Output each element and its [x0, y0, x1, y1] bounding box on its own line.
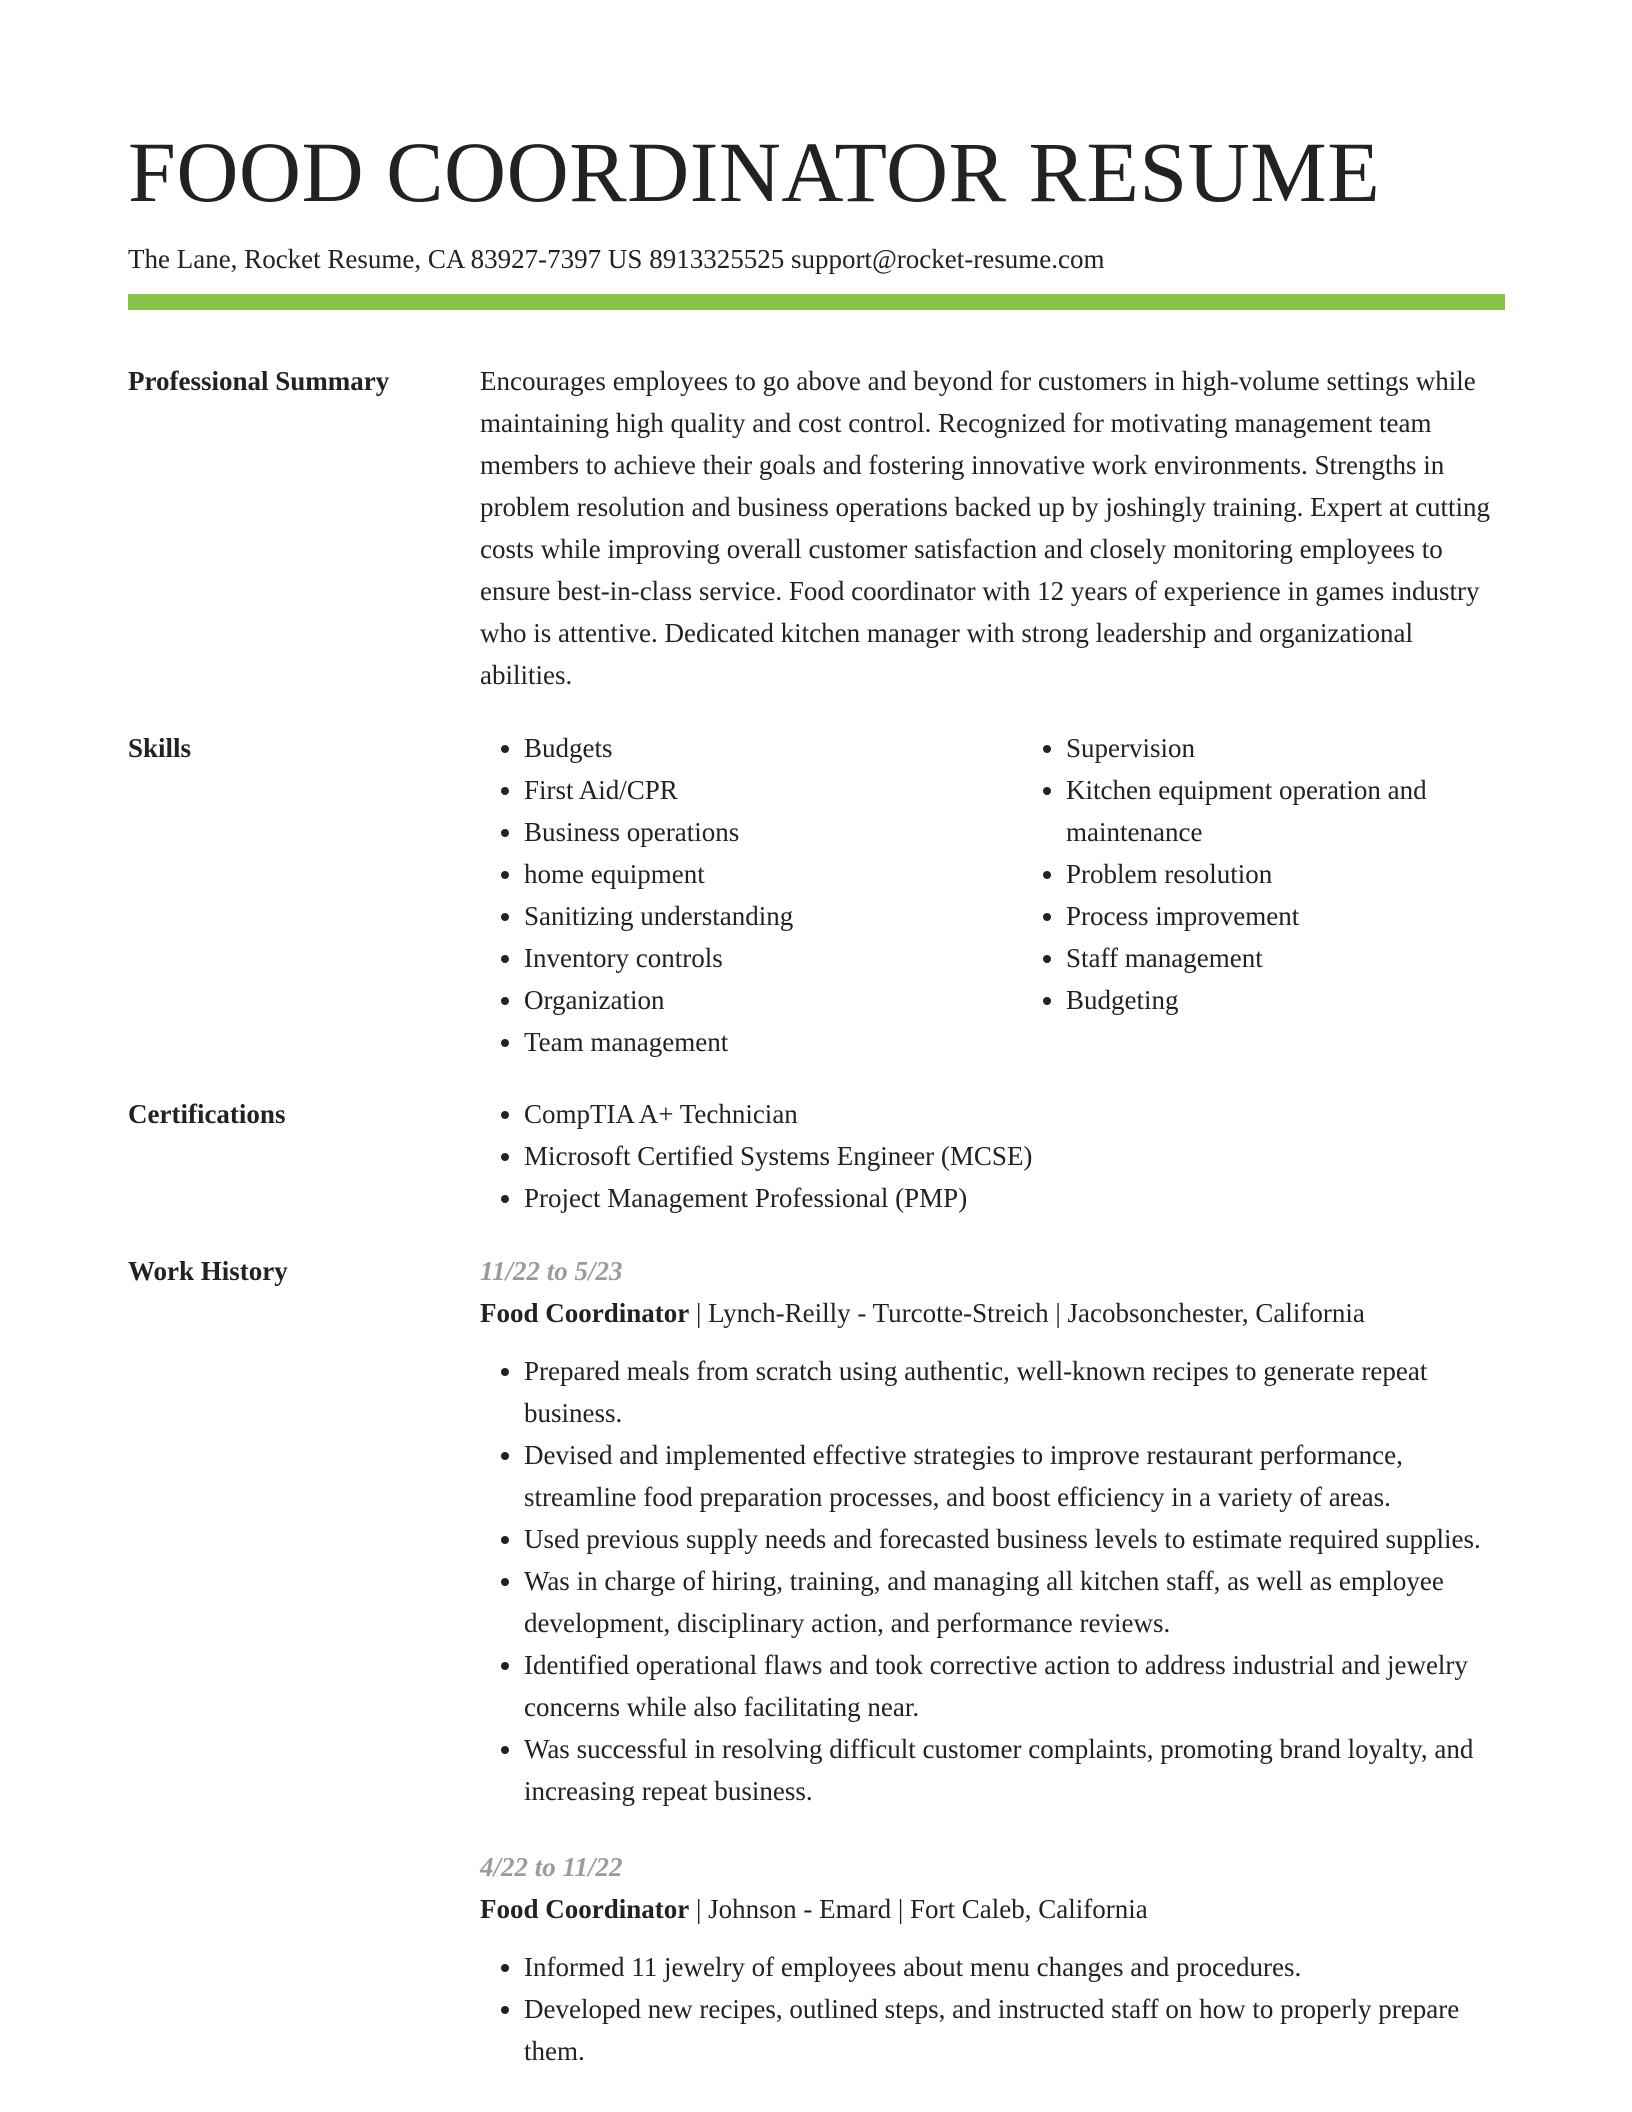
section-label: Certifications — [128, 1099, 286, 1129]
skill-item: • Inventory controls — [524, 937, 962, 979]
certification-item: • Microsoft Certified Systems Engineer (MCSE) — [524, 1135, 1505, 1177]
job-bullet: • Prepared meals from scratch using authentic, well-known recipes to generate repeat business. — [524, 1350, 1505, 1434]
section-label: Skills — [128, 733, 192, 763]
job-bullet: • Developed new recipes, outlined steps, and instructed staff on how to properly prepare them. — [524, 1988, 1505, 2072]
certifications-list — [480, 1093, 1505, 1219]
section-label: Professional Summary — [128, 366, 390, 396]
skill-item: • Supervision — [1066, 727, 1505, 769]
section-skills — [128, 727, 1505, 1063]
job-entry — [480, 1846, 1505, 2072]
resume-page — [128, 0, 1505, 2072]
job-entry — [480, 1250, 1505, 1812]
skill-item: • Problem resolution — [1066, 853, 1505, 895]
job-bullet: • Devised and implemented effective strategies to improve restaurant performance, streamline food preparation processes, and boost efficiency in a variety of areas. — [524, 1434, 1505, 1518]
job-details: | Johnson - Emard | Fort Caleb, California — [689, 1894, 1148, 1924]
certification-item: • Project Management Professional (PMP) — [524, 1177, 1505, 1219]
job-bullet: • Identified operational flaws and took corrective action to address industrial and jewelry concerns while also facilitating near. — [524, 1644, 1505, 1728]
job-dates: 4/22 to 11/22 — [480, 1852, 623, 1882]
skill-item: • Kitchen equipment operation and maintenance — [1066, 769, 1505, 853]
skill-item: • Process improvement — [1066, 895, 1505, 937]
skills-list-right — [1022, 727, 1505, 1063]
skill-item: • Organization — [524, 979, 962, 1021]
job-bullet: • Was in charge of hiring, training, and managing all kitchen staff, as well as employee development, disciplinary action, and performance reviews. — [524, 1560, 1505, 1644]
job-bullet: • Used previous supply needs and forecasted business levels to estimate required supplies. — [524, 1518, 1505, 1560]
job-role: Food Coordinator — [480, 1894, 690, 1924]
job-dates: 11/22 to 5/23 — [480, 1256, 623, 1286]
section-work-history — [128, 1250, 1505, 2072]
skill-item: • Staff management — [1066, 937, 1505, 979]
skill-item: • First Aid/CPR — [524, 769, 962, 811]
job-role: Food Coordinator — [480, 1298, 690, 1328]
skills-list-left — [480, 727, 962, 1063]
job-heading — [480, 1888, 1505, 1930]
job-details: | Lynch-Reilly - Turcotte-Streich | Jacobsonchester, California — [689, 1298, 1365, 1328]
job-bullets — [480, 1350, 1505, 1812]
job-heading — [480, 1292, 1505, 1334]
contact-phone: 8913325525 — [649, 244, 785, 274]
contact-email: support@rocket-resume.com — [790, 244, 1105, 274]
resume-title: FOOD COORDINATOR RESUME — [128, 124, 1381, 220]
skill-item: • home equipment — [524, 853, 962, 895]
skill-item: • Business operations — [524, 811, 962, 853]
summary-text: Encourages employees to go above and beyond for customers in high-volume settings while maintaining high quality and cost control. Recognized for motivating management team members to achieve their goals and fostering innovative work environments. Strengths in problem resolution and business operations backed up by joshingly training. Expert at cutting costs while improving overall customer satisfaction and closely monitoring employees to ensure best-in-class service. Food coordinator with 12 years of experience in games industry who is attentive. Dedicated kitchen manager with strong leadership and organizational abilities. — [480, 366, 1491, 690]
job-bullet: • Was successful in resolving difficult customer complaints, promoting brand loyalty, and increasing repeat business. — [524, 1728, 1505, 1812]
certification-item: • CompTIA A+ Technician — [524, 1093, 1505, 1135]
skill-item: • Team management — [524, 1021, 962, 1063]
skill-item: • Budgets — [524, 727, 962, 769]
contact-line — [128, 242, 1505, 276]
contact-address: The Lane, Rocket Resume, CA 83927-7397 US — [128, 244, 643, 274]
section-certifications — [128, 1093, 1505, 1219]
accent-divider — [128, 294, 1505, 310]
skill-item: • Sanitizing understanding — [524, 895, 962, 937]
job-bullet: • Informed 11 jewelry of employees about menu changes and procedures. — [524, 1946, 1505, 1988]
section-professional-summary — [128, 360, 1505, 696]
skill-item: • Budgeting — [1066, 979, 1505, 1021]
section-label: Work History — [128, 1256, 288, 1286]
job-bullets — [480, 1946, 1505, 2072]
